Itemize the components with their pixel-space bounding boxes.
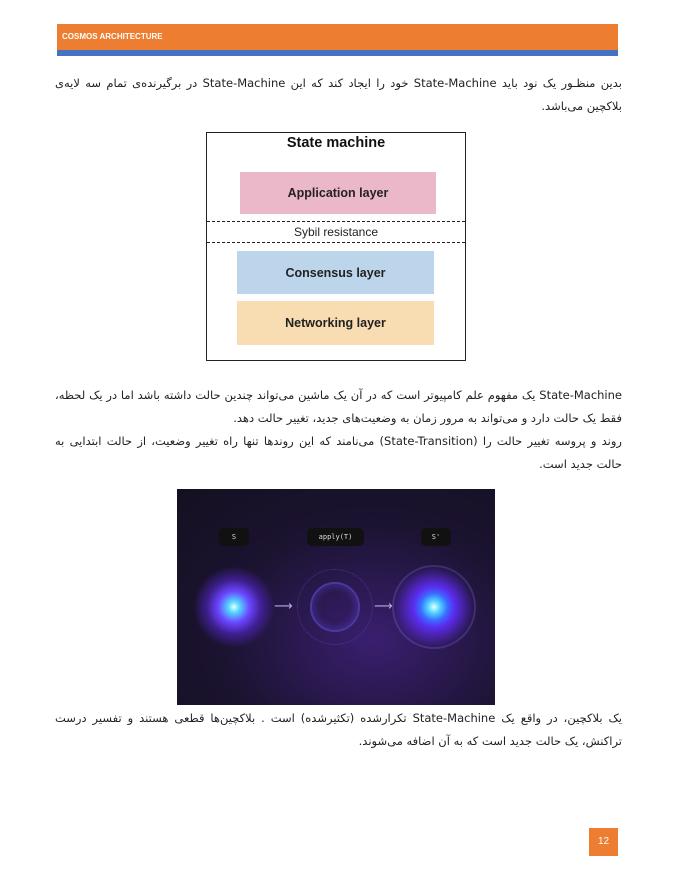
consensus-layer-box: Consensus layer — [237, 251, 434, 294]
blockchain-paragraph: یک بلاکچین، در واقع یک State-Machine تکرارشده (تکثیرشده) است . بلاکچین‌ها قطعی هستند و تفسیر درست تراکنش، یک حالت جدید است که به آن اضافه می‌شوند. — [55, 711, 622, 748]
intro-paragraph: بدین منظـور یک نود باید State-Machine خود را ایجاد کند که این State-Machine در برگیرنده‌ی تمام سه لایه‌ی بلاکچین می‌باشد. — [55, 76, 622, 113]
transition-paragraph: روند و پروسه تغییر حالت را (State-Transition) می‌نامند که این روندها تنها راه تغییر وضعیت، از حالت ابتدایی به حالت جدید است. — [55, 434, 622, 471]
state-transition-graphic — [177, 489, 495, 705]
sybil-resistance-band: Sybil resistance — [207, 221, 465, 243]
running-header — [57, 24, 618, 50]
state-chip: S — [219, 528, 249, 546]
state-machine-text — [55, 384, 622, 476]
arrow-right-icon: ⟶ — [274, 599, 293, 614]
transition-ring — [310, 582, 360, 632]
initial-state-orb — [194, 567, 274, 647]
networking-layer-box: Networking layer — [237, 301, 434, 345]
new-state-chip: S' — [421, 528, 451, 546]
new-state-orb — [394, 567, 474, 647]
arrow-right-icon: ⟶ — [374, 599, 393, 614]
definition-paragraph: State-Machine یک مفهوم علم کامپیوتر است که در آن یک ماشین می‌تواند چندین حالت داشته باشد اما در یک لحظه، فقط یک حالت دارد و می‌تواند به مرور زمان به وضعیت‌های جدید، تغییر حالت دهد. — [55, 388, 622, 425]
application-layer-box: Application layer — [240, 172, 436, 214]
apply-transition-chip: apply(T) — [307, 528, 364, 546]
page-number: 12 — [589, 828, 618, 856]
header-title: COSMOS ARCHITECTURE — [62, 32, 163, 41]
diagram-title: State machine — [286, 135, 386, 151]
state-machine-diagram — [206, 132, 466, 361]
header-rule — [57, 50, 618, 56]
